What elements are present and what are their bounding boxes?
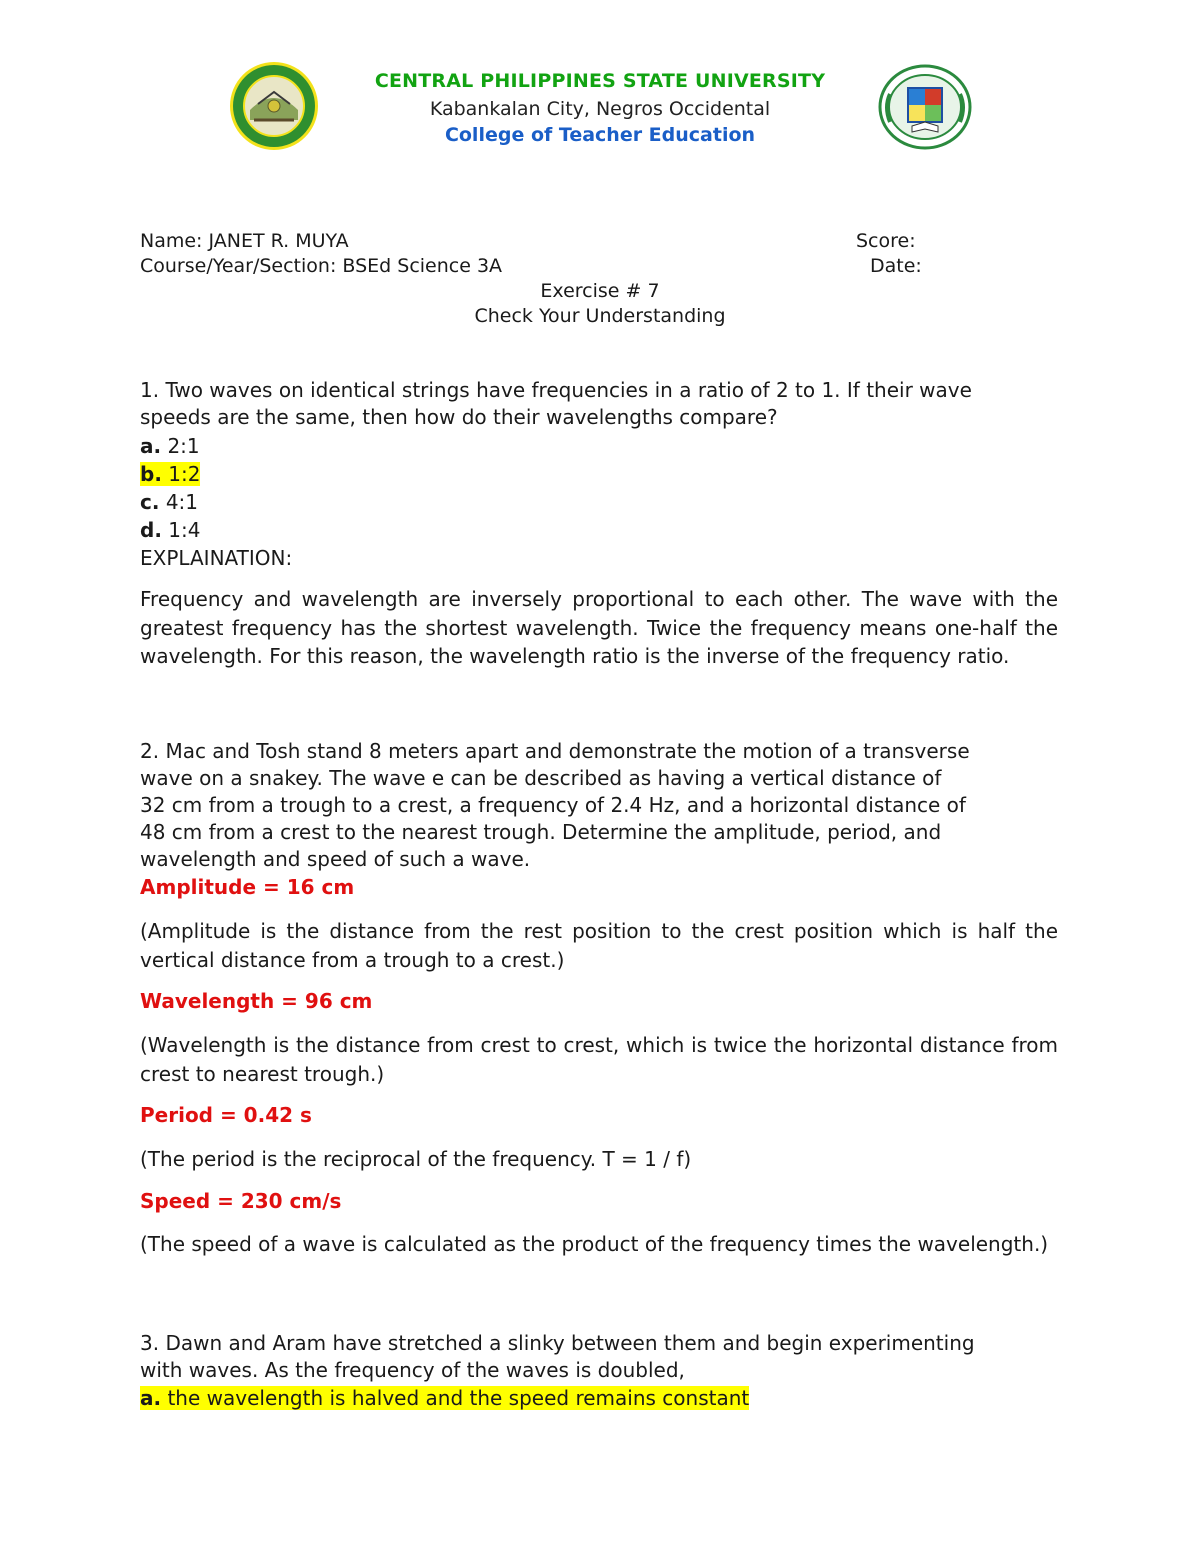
period-answer: Period = 0.42 s [140,1103,312,1127]
q1-option-b: b. 1:2 [140,462,201,486]
college-name: College of Teacher Education [444,124,756,146]
student-course: Course/Year/Section: BSEd Science 3A [140,255,503,277]
amplitude-answer: Amplitude = 16 cm [140,875,355,899]
question-1-line-1: 1. Two waves on identical strings have frequencies in a ratio of 2 to 1. If their wave [140,378,972,402]
q1-option-a: a. 2:1 [140,434,200,458]
question-2-line-1: 2. Mac and Tosh stand 8 meters apart and demonstrate the motion of a transverse [140,739,970,763]
question-2-line-5: wavelength and speed of such a wave. [140,847,531,871]
university-name: CENTRAL PHILIPPINES STATE UNIVERSITY [374,70,826,92]
date-label: Date: [870,255,922,277]
exercise-title: Exercise # 7 [540,280,660,302]
question-2-line-4: 48 cm from a crest to the nearest trough. Determine the amplitude, period, and [140,820,942,844]
q1-option-c: c. 4:1 [140,490,198,514]
question-3-line-2: with waves. As the frequency of the waves is doubled, [140,1358,685,1382]
question-1-line-2: speeds are the same, then how do their wavelengths compare? [140,405,778,429]
amplitude-note: (Amplitude is the distance from the rest position to the crest position which is half the vertical distance from a trough to a crest.) [140,919,1058,972]
explanation-label: EXPLAINATION: [140,546,293,570]
exercise-subtitle: Check Your Understanding [474,305,726,327]
q3-answer-a: a. the wavelength is halved and the speed remains constant [140,1386,750,1410]
university-location: Kabankalan City, Negros Occidental [429,98,771,120]
student-name: Name: JANET R. MUYA [140,230,349,252]
question-3-line-1: 3. Dawn and Aram have stretched a slinky between them and begin experimenting [140,1331,975,1355]
speed-note: (The speed of a wave is calculated as the product of the frequency times the wavelength.) [140,1232,1049,1256]
speed-answer: Speed = 230 cm/s [140,1189,342,1213]
q1-option-d: d. 1:4 [140,518,201,542]
wavelength-answer: Wavelength = 96 cm [140,989,373,1013]
score-label: Score: [856,230,916,252]
q1-explanation: Frequency and wavelength are inversely proportional to each other. The wave with the greatest frequency has the shortest wavelength. Twice the frequency means one-half the wavelength. For this reason, the wavelength ratio is the inverse of the frequency ratio. [140,587,1058,668]
question-2-line-3: 32 cm from a trough to a crest, a frequency of 2.4 Hz, and a horizontal distance of [140,793,966,817]
period-note: (The period is the reciprocal of the frequency. T = 1 / f) [140,1147,692,1171]
wavelength-note: (Wavelength is the distance from crest to crest, which is twice the horizontal distance from crest to nearest trough.) [140,1033,1058,1086]
question-2-line-2: wave on a snakey. The wave e can be described as having a vertical distance of [140,766,942,790]
